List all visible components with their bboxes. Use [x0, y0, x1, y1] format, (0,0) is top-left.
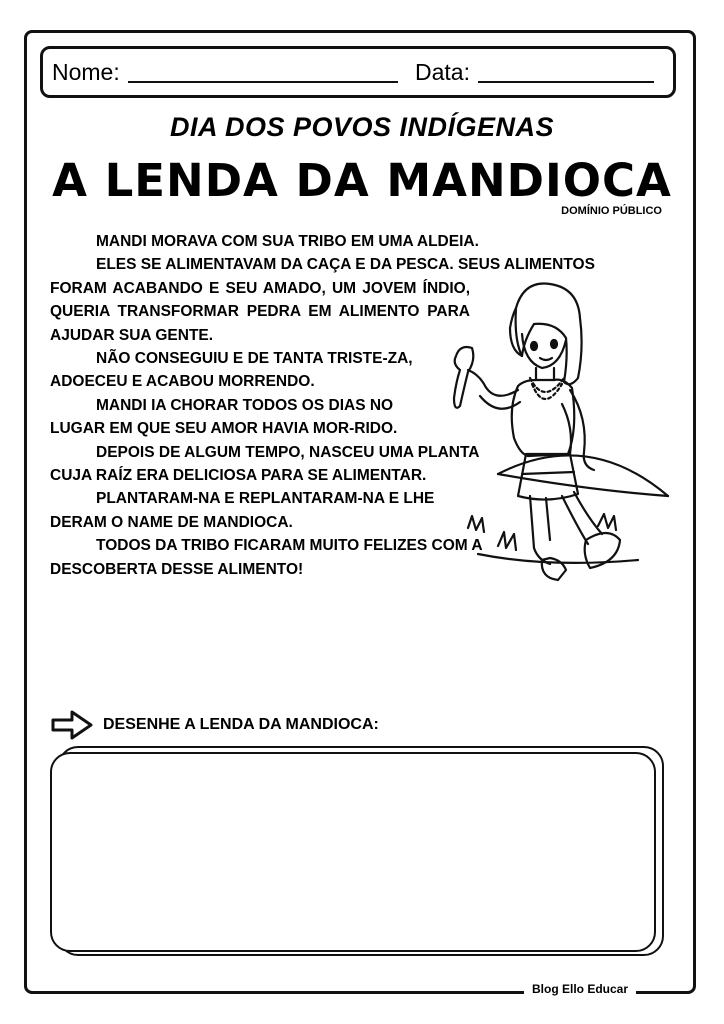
story-paragraph: ELES SE ALIMENTAVAM DA CAÇA E DA PESCA. SEUS ALIMENTOS: [96, 256, 595, 274]
story-text: [50, 230, 595, 581]
story-paragraph: MANDI IA CHORAR TODOS OS DIAS NO LUGAR EM QUE SEU AMOR HAVIA MOR-RIDO.: [50, 396, 398, 438]
story-paragraph: MANDI MORAVA COM SUA TRIBO EM UMA ALDEIA.: [96, 233, 479, 250]
footer-credit: Blog Ello Educar: [524, 982, 636, 996]
story-paragraph: FORAM ACABANDO E SEU AMADO, UM JOVEM ÍNDIO, QUERIA TRANSFORMAR PEDRA EM ALIMENTO PARA AJUDAR SUA GENTE.: [50, 279, 470, 344]
subtitle: DIA DOS POVOS INDÍGENAS: [169, 112, 555, 142]
date-field[interactable]: [478, 81, 654, 83]
page-title: A LENDA DA MANDIOCA: [52, 154, 672, 207]
story-paragraph: PLANTARAM-NA E REPLANTARAM-NA E LHE DERAM O NAME DE MANDIOCA.: [50, 490, 435, 531]
date-label: Data:: [415, 59, 470, 85]
drawing-area[interactable]: [50, 752, 656, 952]
indigenous-girl-illustration: [438, 278, 678, 596]
story-paragraph: TODOS DA TRIBO FICARAM MUITO FELIZES COM A DESCOBERTA DESSE ALIMENTO!: [50, 537, 483, 578]
name-field[interactable]: [128, 81, 398, 83]
story-paragraph: DEPOIS DE ALGUM TEMPO, NASCEU UMA PLANTA CUJA RAÍZ ERA DELICIOSA PARA SE ALIMENTAR.: [50, 443, 479, 485]
story-paragraph: NÃO CONSEGUIU E DE TANTA TRISTE-ZA, ADOECEU E ACABOU MORRENDO.: [50, 350, 413, 391]
source-credit: DOMÍNIO PÚBLICO: [561, 205, 662, 217]
arrow-right-icon: [50, 709, 94, 741]
activity-instruction: DESENHE A LENDA DA MANDIOCA:: [103, 716, 379, 733]
name-label: Nome:: [52, 59, 120, 85]
header-box: [40, 46, 676, 98]
